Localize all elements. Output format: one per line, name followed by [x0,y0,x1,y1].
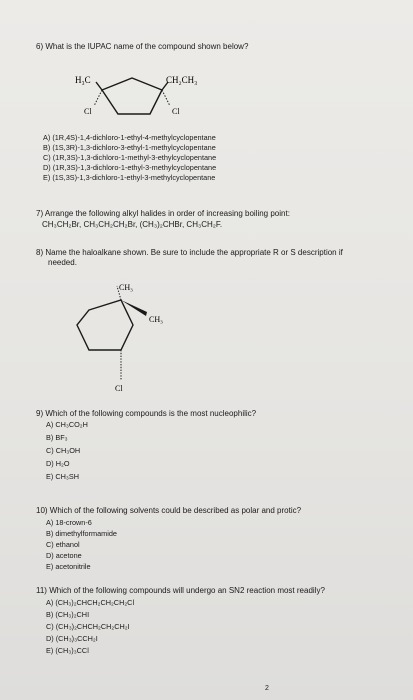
q11-option-d: D) (CH₃)₃CCH₂I [46,634,98,643]
q10-option-e: E) acetonitrile [46,562,91,571]
q10-option-a: A) 18-crown-6 [46,518,92,527]
q8-question-line1: 8) Name the haloalkane shown. Be sure to include the appropriate R or S description if [36,248,343,257]
q6-option-b: B) (1S,3R)-1,3-dichloro-3-ethyl-1-methylcyclopentane [43,143,216,152]
q6-option-d: D) (1R,3S)-1,3-dichloro-1-ethyl-3-methylcyclopentane [43,163,217,172]
q6-ch2ch3-label: CH₂CH₃ [166,75,198,85]
q11-option-c: C) (CH₃)₂CHCH₂CH₂CH₂I [46,622,130,631]
q7-question: 7) Arrange the following alkyl halides in order of increasing boiling point: [36,209,290,218]
q8-cl-label: Cl [115,384,123,393]
q10-question: 10) Which of the following solvents could be described as polar and protic? [36,506,302,515]
q11-question: 11) Which of the following compounds will undergo an SN2 reaction most readily? [36,586,325,595]
q6-cl-left-label: Cl [84,107,92,116]
q6-cl-right-label: Cl [172,107,180,116]
q6-h3c-label: H₃C [75,75,91,85]
q9-option-d: D) H₂O [46,459,70,468]
q6-structure [70,70,220,130]
q6-option-c: C) (1R,3S)-1,3-dichloro-1-methyl-3-ethylcyclopentane [43,153,217,162]
q11-option-b: B) (CH₃)₂CHI [46,610,90,619]
q8-ch3-right-label: CH₃ [149,315,163,324]
q9-option-a: A) CH₃CO₂H [46,420,88,429]
q10-option-d: D) acetone [46,551,82,560]
q6-option-e: E) (1S,3S)-1,3-dichloro-1-ethyl-3-methylcyclopentane [43,173,216,182]
q11-option-a: A) (CH₃)₂CHCH₂CH₂CH₂Cl [46,598,135,607]
q7-items: CH₃CH₂Br, CH₃CH₂CH₂Br, (CH₃)₂CHBr, CH₃CH₂F. [42,220,223,229]
q6-question: 6) What is the IUPAC name of the compound shown below? [36,42,249,51]
q8-question-line2: needed. [48,258,77,267]
q9-option-e: E) CH₃SH [46,472,79,481]
q6-option-a: A) (1R,4S)-1,4-dichloro-1-ethyl-4-methylcyclopentane [43,133,216,142]
q9-option-c: C) CH₃OH [46,446,81,455]
q8-ch3-top-label: CH₃ [119,283,133,292]
q9-option-b: B) BF₃ [46,433,68,442]
q8-structure [55,282,195,397]
q10-option-b: B) dimethylformamide [46,529,117,538]
q9-question: 9) Which of the following compounds is the most nucleophilic? [36,409,257,418]
q10-option-c: C) ethanol [46,540,80,549]
q11-option-e: E) (CH₃)₃CCl [46,646,89,655]
page-number: 2 [265,685,269,692]
